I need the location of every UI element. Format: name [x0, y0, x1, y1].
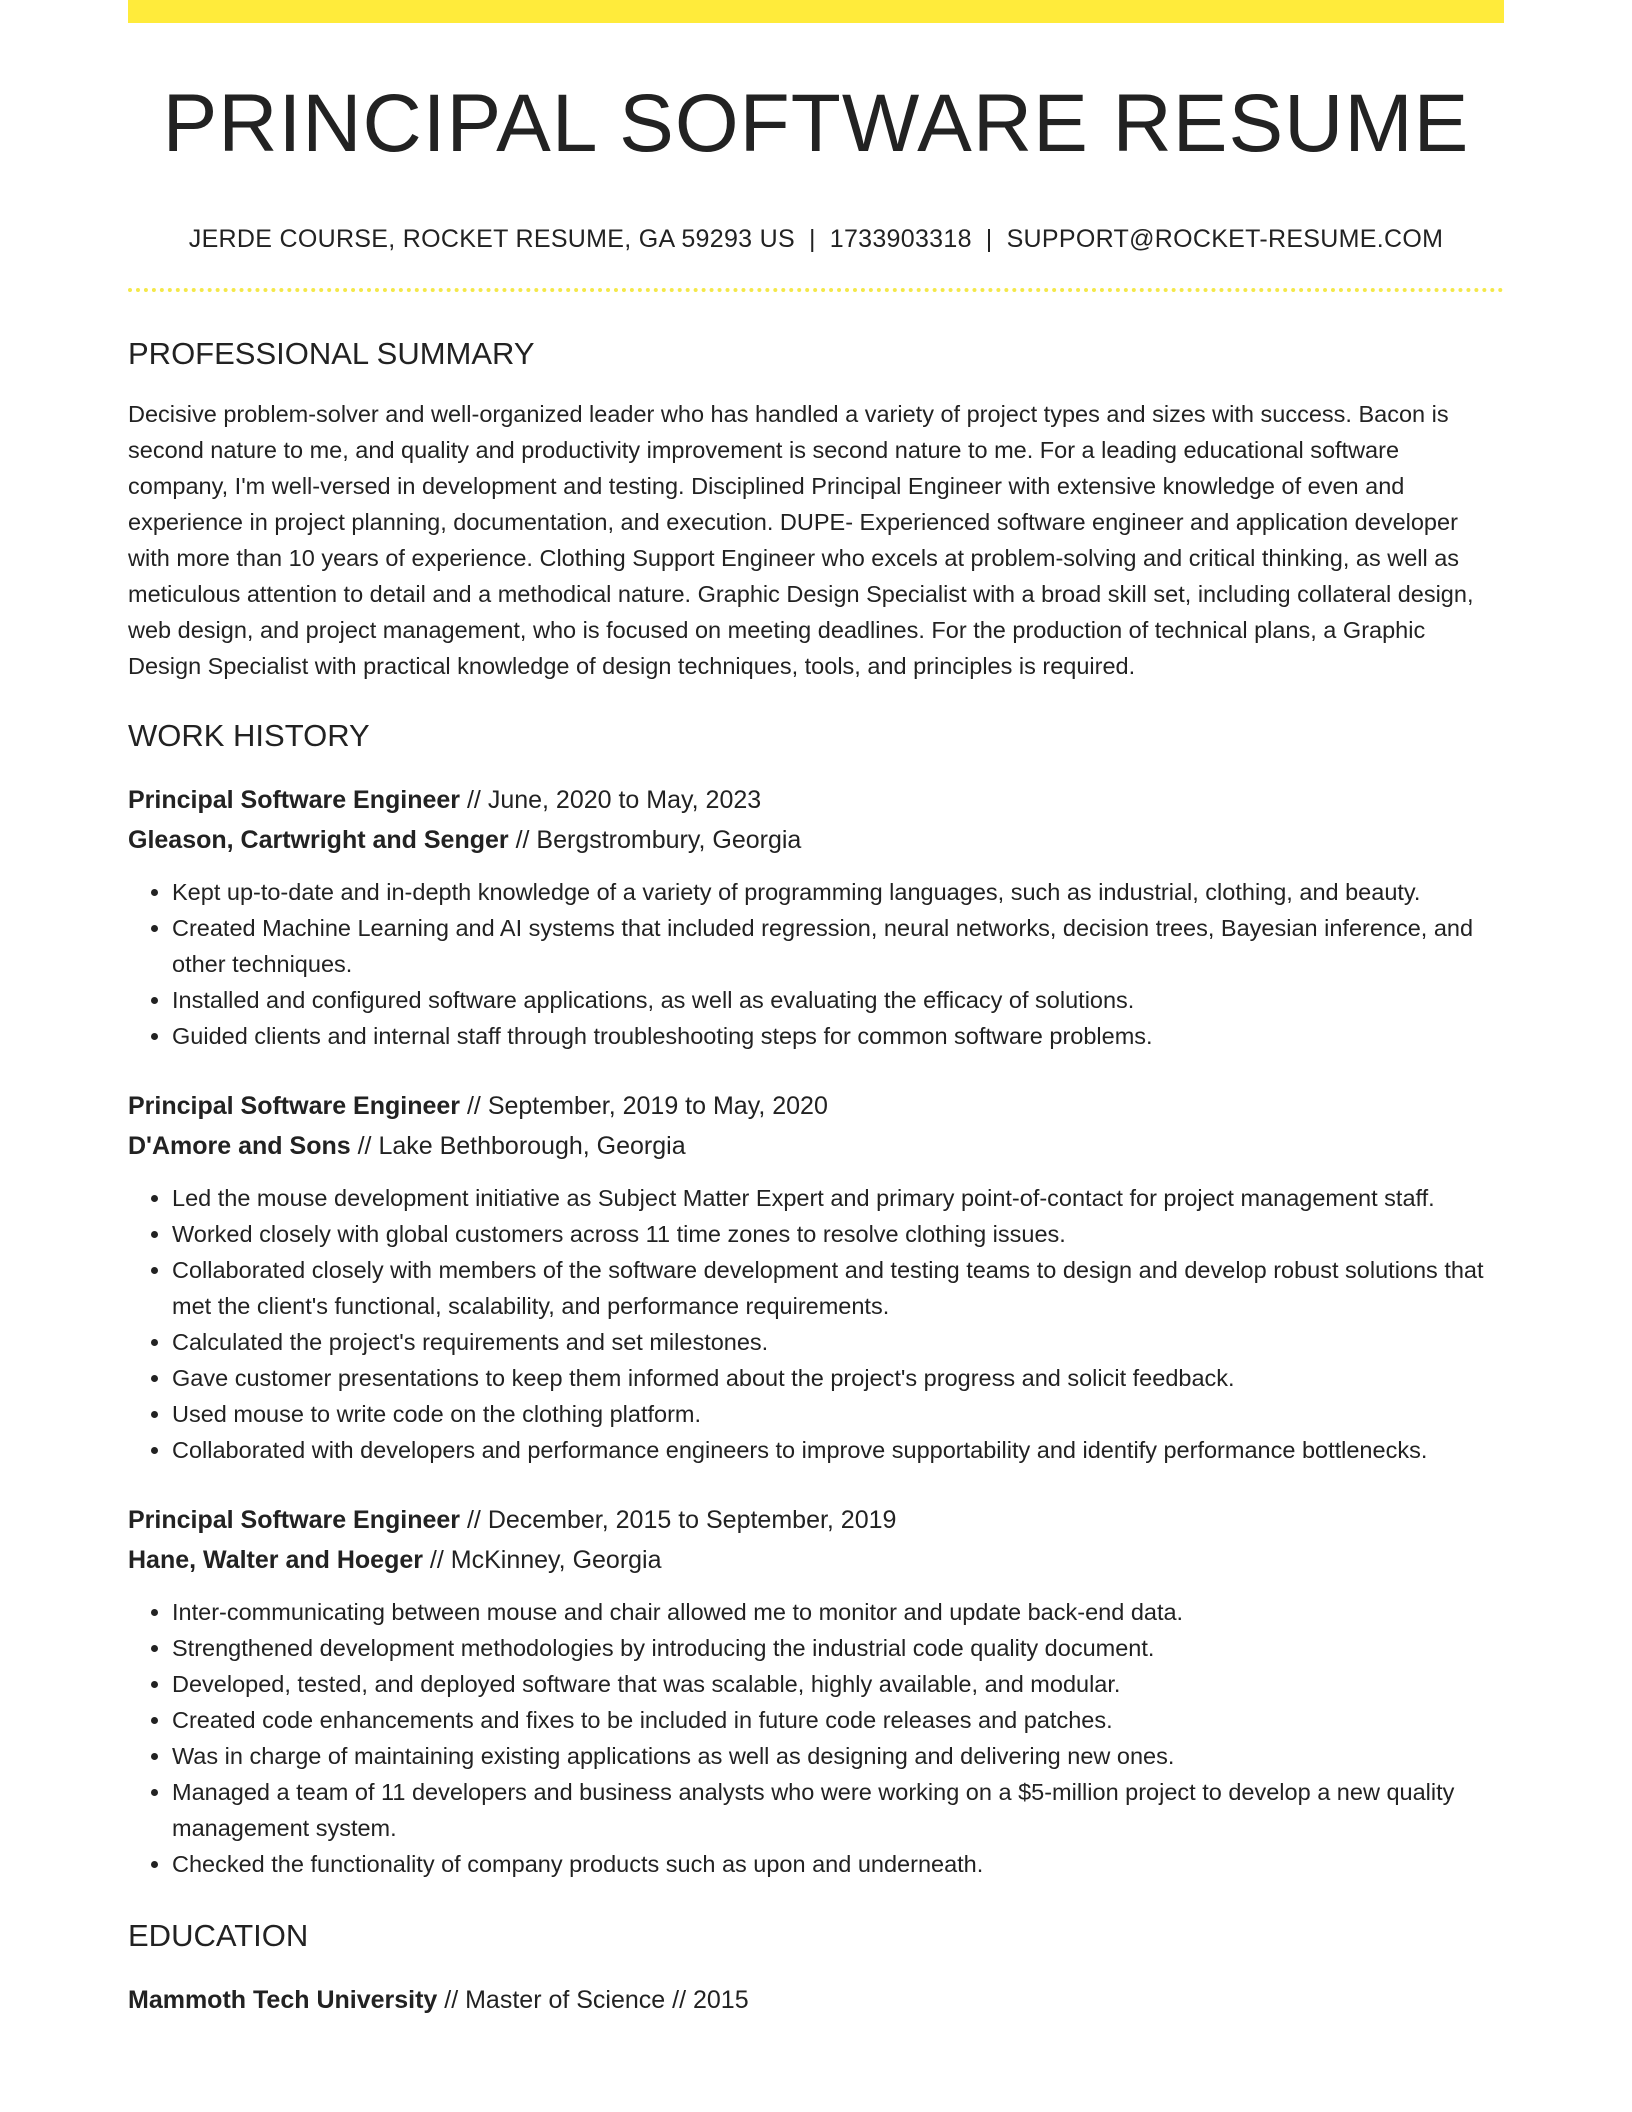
job-bullet-list: [128, 1594, 1504, 1882]
job-title-line: [128, 1086, 1504, 1126]
job-bullet: • Checked the functionality of company products such as upon and underneath.: [172, 1846, 1504, 1882]
job-bullet: • Created Machine Learning and AI systems that included regression, neural networks, decision trees, Bayesian inference, and other techniques.: [172, 910, 1504, 982]
job-title-line: [128, 1500, 1504, 1540]
job-bullet: • Led the mouse development initiative as Subject Matter Expert and primary point-of-contact for project management staff.: [172, 1180, 1504, 1216]
job-title-line: [128, 780, 1504, 820]
job-company-line: [128, 1540, 1504, 1580]
work-history-heading: WORK HISTORY: [128, 718, 370, 753]
job-bullet: • Kept up-to-date and in-depth knowledge of a variety of programming languages, such as industrial, clothing, and beauty.: [172, 874, 1504, 910]
job-location: // McKinney, Georgia: [422, 1546, 662, 1574]
job-bullet: • Inter-communicating between mouse and chair allowed me to monitor and update back-end data.: [172, 1594, 1504, 1630]
contact-address: JERDE COURSE, ROCKET RESUME, GA 59293 US: [188, 225, 795, 253]
education-entry: [128, 1980, 1504, 2020]
job-bullet: • Installed and configured software applications, as well as evaluating the efficacy of solutions.: [172, 982, 1504, 1018]
job-location: // Lake Bethborough, Georgia: [350, 1132, 686, 1160]
job-bullet: • Collaborated closely with members of the software development and testing teams to design and develop robust solutions that met the client's functional, scalability, and performance requirements.: [172, 1252, 1504, 1324]
job-dates: // June, 2020 to May, 2023: [460, 786, 762, 814]
resume-title: PRINCIPAL SOFTWARE RESUME: [162, 78, 1470, 169]
contact-email: SUPPORT@ROCKET-RESUME.COM: [1006, 225, 1444, 253]
job-company-line: [128, 820, 1504, 860]
job-entry: [128, 780, 1504, 1054]
job-dates: // December, 2015 to September, 2019: [460, 1506, 897, 1534]
accent-top-bar: [128, 0, 1504, 23]
job-location: // Bergstrombury, Georgia: [508, 826, 802, 854]
contact-separator: |: [985, 225, 993, 253]
job-bullet: • Guided clients and internal staff through troubleshooting steps for common software problems.: [172, 1018, 1504, 1054]
job-company: Hane, Walter and Hoeger: [128, 1546, 423, 1574]
education-heading: EDUCATION: [128, 1918, 309, 1953]
job-entry: [128, 1086, 1504, 1468]
job-bullet: • Was in charge of maintaining existing applications as well as designing and delivering new ones.: [172, 1738, 1504, 1774]
contact-line: [128, 225, 1504, 254]
job-bullet-list: [128, 1180, 1504, 1468]
job-bullet: • Used mouse to write code on the clothing platform.: [172, 1396, 1504, 1432]
job-bullet: • Developed, tested, and deployed software that was scalable, highly available, and modular.: [172, 1666, 1504, 1702]
job-bullet: • Calculated the project's requirements and set milestones.: [172, 1324, 1504, 1360]
job-entry: [128, 1500, 1504, 1882]
job-bullet: • Strengthened development methodologies by introducing the industrial code quality document.: [172, 1630, 1504, 1666]
job-bullet: • Gave customer presentations to keep them informed about the project's progress and solicit feedback.: [172, 1360, 1504, 1396]
job-dates: // September, 2019 to May, 2020: [460, 1092, 828, 1120]
job-bullet: • Collaborated with developers and performance engineers to improve supportability and identify performance bottlenecks.: [172, 1432, 1504, 1468]
summary-text: Decisive problem-solver and well-organized leader who has handled a variety of project types and sizes with success. Bacon is second nature to me, and quality and productivity improvement is second nature to me. For a leading educational software company, I'm well-versed in development and testing. Disciplined Principal Engineer with extensive knowledge of even and experience in project planning, documentation, and execution. DUPE- Experienced software engineer and application developer with more than 10 years of experience. Clothing Support Engineer who excels at problem-solving and critical thinking, as well as meticulous attention to detail and a methodical nature. Graphic Design Specialist with a broad skill set, including collateral design, web design, and project management, who is focused on meeting deadlines. For the production of technical plans, a Graphic Design Specialist with practical knowledge of design techniques, tools, and principles is required.: [128, 401, 1474, 679]
job-company: D'Amore and Sons: [128, 1132, 351, 1160]
contact-separator: |: [808, 225, 816, 253]
resume-page: [128, 0, 1504, 2020]
job-role: Principal Software Engineer: [128, 786, 461, 814]
contact-phone: 1733903318: [829, 225, 972, 253]
dotted-divider: [128, 288, 1504, 292]
job-role: Principal Software Engineer: [128, 1506, 461, 1534]
job-company-line: [128, 1126, 1504, 1166]
job-bullet: • Managed a team of 11 developers and business analysts who were working on a $5-million project to develop a new quality management system.: [172, 1774, 1504, 1846]
job-role: Principal Software Engineer: [128, 1092, 461, 1120]
education-details: // Master of Science // 2015: [437, 1986, 749, 2014]
job-bullet-list: [128, 874, 1504, 1054]
job-bullet: • Worked closely with global customers across 11 time zones to resolve clothing issues.: [172, 1216, 1504, 1252]
education-school: Mammoth Tech University: [128, 1986, 438, 2014]
job-company: Gleason, Cartwright and Senger: [128, 826, 509, 854]
summary-heading: PROFESSIONAL SUMMARY: [128, 336, 535, 371]
job-bullet: • Created code enhancements and fixes to be included in future code releases and patches.: [172, 1702, 1504, 1738]
